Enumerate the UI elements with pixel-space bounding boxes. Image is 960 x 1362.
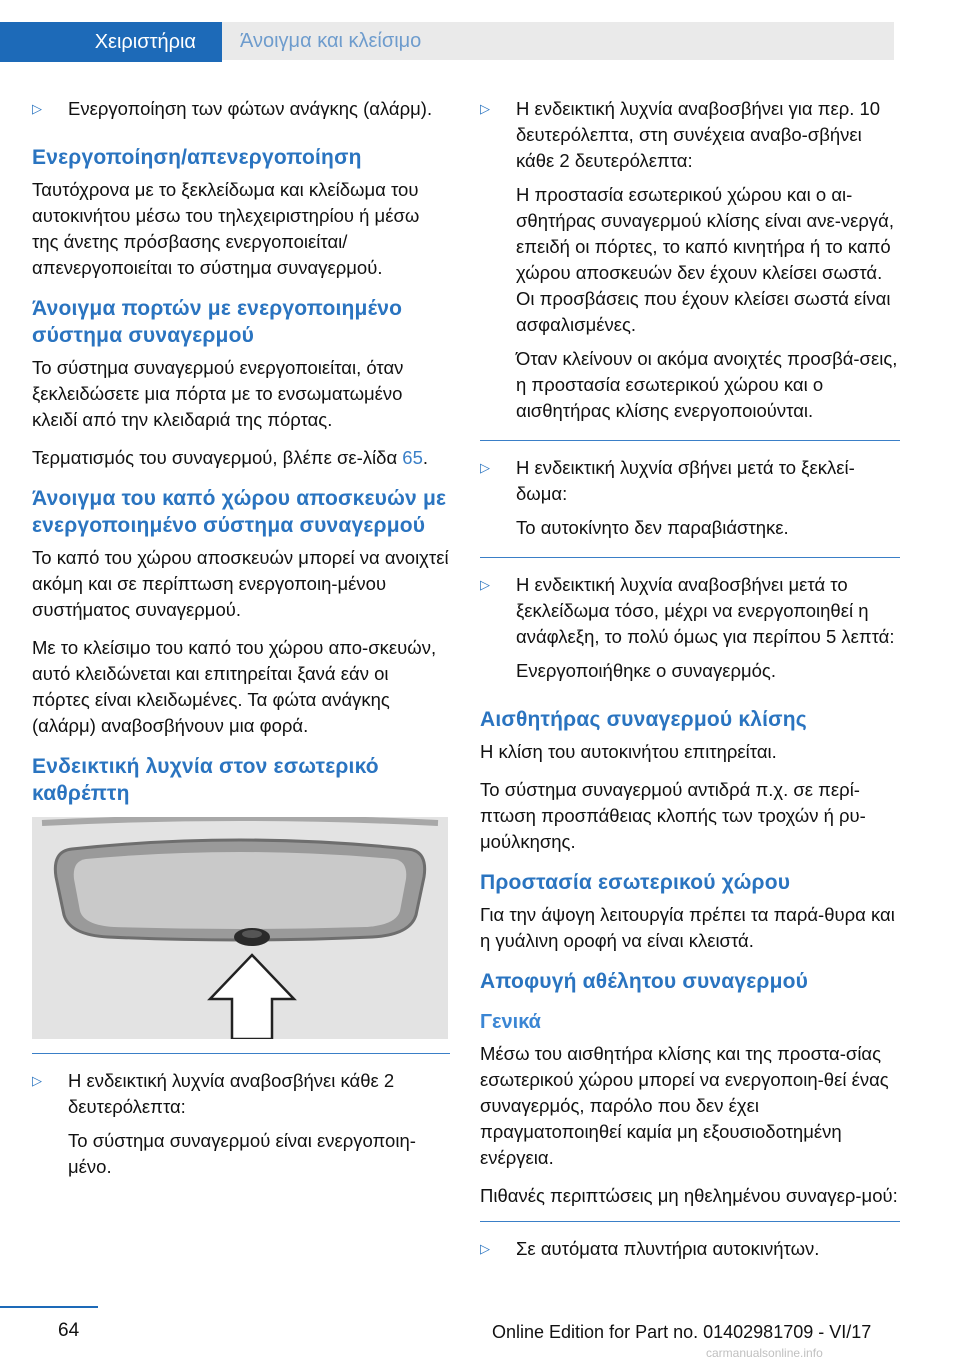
tab-chapter[interactable] [0,22,222,62]
heading-activate: Ενεργοποίηση/απενεργοποίηση [32,146,362,169]
heading-avoid: Αποφυγή αθέλητου συναγερμού [480,970,809,993]
heading-interior: Προστασία εσωτερικού χώρου [480,871,791,894]
list-item-text: Ενεργοποίηση των φώτων ανάγκης (αλάρμ). [68,98,433,119]
list-item [480,455,900,549]
paragraph: Το καπό του χώρου αποσκευών μπορεί να ανοιχτεί ακόμη και σε περίπτωση ενεργοποιη-μένου συστήματος συναγερμού. [32,547,449,620]
list-item [32,96,450,130]
divider [32,1053,450,1054]
text: Τερματισμός του συναγερμού, βλέπε σε-λίδα [32,447,398,468]
list-item-text: Σε αυτόματα πλυντήρια αυτοκινήτων. [516,1238,820,1259]
heading-trunk: Άνοιγμα του καπό χώρου αποσκευών με ενεργοποιημένο σύστημα συναγερμού [32,487,447,537]
left-column [32,96,450,1196]
paragraph: Η κλίση του αυτοκινήτου επιτηρείται. [480,741,777,762]
list-item-text: Η ενδεικτική λυχνία αναβοσβήνει κάθε 2 δευτερόλεπτα: [68,1070,395,1117]
list-item-subtext: Όταν κλείνουν οι ακόμα ανοιχτές προσβά-σεις, η προστασία εσωτερικού χώρου και ο αισθητήρας κλίσης ενεργοποιούνται. [516,348,898,421]
list-item-text: Η ενδεικτική λυχνία αναβοσβήνει για περ. 10 δευτερόλεπτα, στη συνέχεια αναβο-σβήνει κάθε 2 δευτερόλεπτα: [516,98,881,171]
triangle-right-icon: ▷ [480,577,490,592]
list-item-text: Η ενδεικτική λυχνία αναβοσβήνει μετά το ξεκλείδωμα τόσο, μέχρι να ενεργοποιηθεί η ανάφλεξη, το πολύ όμως για περίπου 5 λεπτά: [516,574,895,647]
paragraph: Πιθανές περιπτώσεις μη ηθελημένου συναγερ-μού: [480,1185,898,1206]
heading-lamp: Ενδεικτική λυχνία στον εσωτερικό καθρέπτη [32,755,379,805]
paragraph: Το σύστημα συναγερμού αντιδρά π.χ. σε περί-πτωση προσπάθειας κλοπής των τροχών ή ρυ-μούλκησης. [480,779,866,852]
subheading-general: Γενικά [480,1011,541,1033]
page-header [0,0,960,62]
paragraph: Μέσω του αισθητήρα κλίσης και της προστα-σίας εσωτερικού χώρου μπορεί να ενεργοποιη-θεί ένας συναγερμός, παρόλο που δεν έχει πραγματοποιηθεί καμία μη εξουσιοδοτημένη ενέργεια. [480,1043,889,1168]
list-item-subtext: Η προστασία εσωτερικού χώρου και ο αι-σθητήρας συναγερμού κλίσης είναι ανε-νεργά, επειδή οι πόρτες, το καπό κινητήρα ή το καπό χώρου αποσκευών δεν έχουν κλείσει σωστά. Οι προσβάσεις που έχουν κλείσει σωστά είναι ασφαλισμένες. [516,184,894,335]
list-item [480,572,900,692]
edition-text: Online Edition for Part no. 01402981709 - VI/17 [492,1322,872,1342]
divider [480,440,900,441]
divider [480,557,900,558]
triangle-right-icon: ▷ [480,460,490,475]
list-item [480,1236,900,1270]
watermark: carmanualsonline.info [706,1346,823,1360]
list-item [480,96,900,432]
triangle-right-icon: ▷ [480,101,490,116]
page-number: 64 [58,1320,80,1341]
section-label: Άνοιγμα και κλείσιμο [240,29,422,52]
paragraph-end-alarm [32,445,450,471]
heading-doors: Άνοιγμα πορτών με ενεργοποιημένο σύστημα συναγερμού [32,297,403,347]
paragraph: Το σύστημα συναγερμού ενεργοποιείται, όταν ξεκλειδώσετε μια πόρτα με το ενσωματωμένο κλειδί από την κλειδαριά της πόρτας. [32,357,404,430]
list-item-subtext: Το αυτοκίνητο δεν παραβιάστηκε. [516,517,789,538]
triangle-right-icon: ▷ [32,1073,42,1088]
chapter-label: Χειριστήρια [94,30,196,53]
divider [480,1221,900,1222]
mirror-glass [74,852,407,929]
paragraph: Ταυτόχρονα με το ξεκλείδωμα και κλείδωμα του αυτοκινήτου μέσω του τηλεχειριστηρίου ή μέσω της άνετης πρόσβασης ενεργοποιείται/απενεργοποιείται το σύστημα συναγερμού. [32,179,420,278]
footer-rule [0,1306,98,1308]
triangle-right-icon: ▷ [480,1241,490,1256]
list-item-text: Η ενδεικτική λυχνία σβήνει μετά το ξεκλεί-δωμα: [516,457,855,504]
heading-tilt: Αισθητήρας συναγερμού κλίσης [480,708,807,731]
list-item-subtext: Το σύστημα συναγερμού είναι ενεργοποιη-μένο. [68,1130,416,1177]
text: . [422,447,428,468]
triangle-right-icon: ▷ [32,101,42,116]
tab-section[interactable] [222,22,894,62]
list-item-subtext: Ενεργοποιήθηκε ο συναγερμός. [516,660,776,681]
paragraph: Για την άψογη λειτουργία πρέπει τα παρά-θυρα και η γυάλινη οροφή να είναι κλειστά. [480,904,895,951]
right-column [480,96,900,1278]
paragraph: Με το κλείσιμο του καπό του χώρου απο-σκευών, αυτό κλειδώνεται και επιτηρείται ξανά εάν οι πόρτες είναι κλειδωμένες. Τα φώτα ανάγκης (αλάρμ) αναβοσβήνουν μια φορά. [32,637,437,736]
mirror-svg [32,817,448,1039]
list-item [32,1068,450,1188]
mirror-illustration [32,817,448,1039]
page-link[interactable]: 65 [402,447,423,468]
